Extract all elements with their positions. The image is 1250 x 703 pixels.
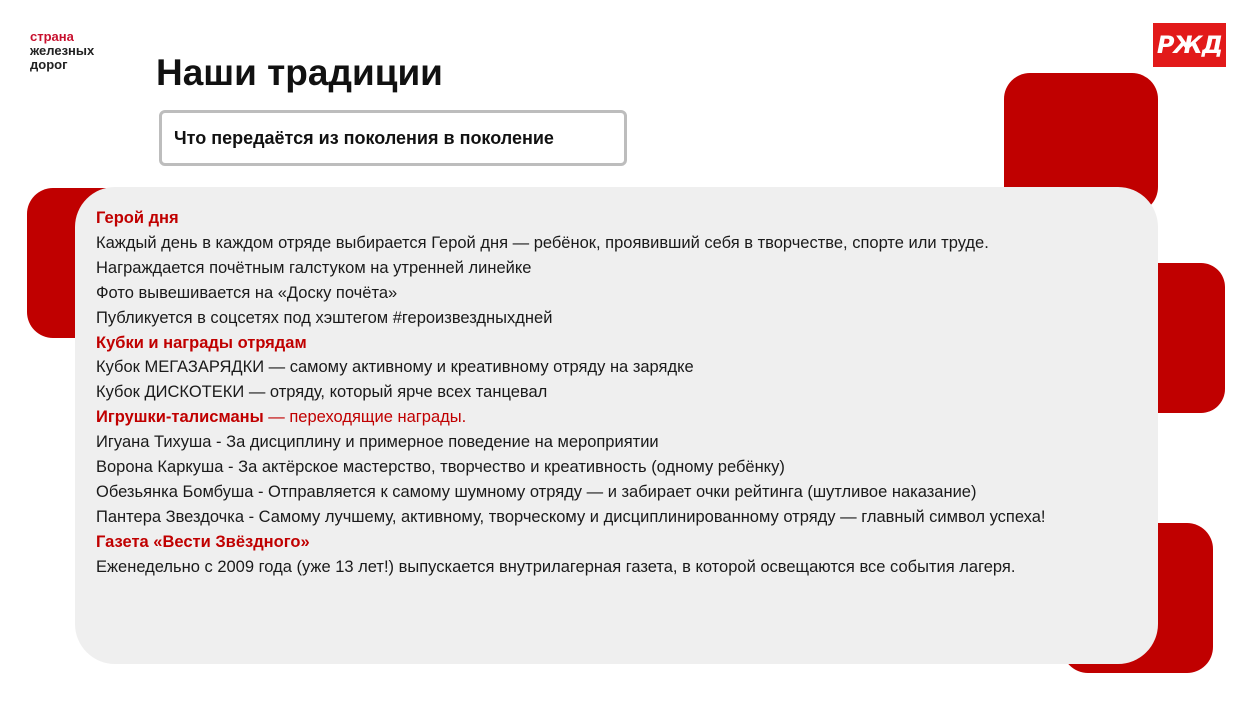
hero-line: Награждается почётным галстуком на утренней линейке xyxy=(96,258,532,277)
hero-line: Публикуется в соцсетях под хэштегом #героизвездныхдней xyxy=(96,308,553,327)
traditions-content xyxy=(96,206,1136,580)
toys-line: Пантера Звездочка - Самому лучшему, активному, творческому и дисциплинированному отряду — главный символ успеха! xyxy=(96,507,1046,526)
decor-red-block-right-mid xyxy=(1157,263,1225,413)
strana-zheleznykh-dorog-logo xyxy=(30,30,94,72)
section-heading-cups: Кубки и награды отрядам xyxy=(96,333,307,352)
hero-line: Каждый день в каждом отряде выбирается Герой дня — ребёнок, проявивший себя в творчестве, спорте или труде. xyxy=(96,233,989,252)
subtitle-box xyxy=(159,110,627,166)
page-title: Наши традиции xyxy=(156,52,443,93)
hero-line: Фото вывешивается на «Доску почёта» xyxy=(96,283,398,302)
rzd-logo: РЖД xyxy=(1153,23,1226,67)
toys-heading-suffix: — переходящие награды. xyxy=(263,408,467,427)
logo-line-3: дорог xyxy=(30,57,68,72)
section-heading-toys-row xyxy=(96,405,1136,430)
section-heading-toys: Игрушки-талисманы xyxy=(96,408,264,427)
cups-line: Кубок МЕГАЗАРЯДКИ — самому активному и креативному отряду на зарядке xyxy=(96,358,694,377)
logo-line-2: железных xyxy=(30,43,95,58)
toys-line: Игуана Тихуша - За дисциплину и примерное поведение на мероприятии xyxy=(96,433,659,452)
newspaper-line: Еженедельно с 2009 года (уже 13 лет!) выпускается внутрилагерная газета, в которой освещаются все события лагеря. xyxy=(96,557,1016,576)
section-heading-newspaper: Газета «Вести Звёздного» xyxy=(96,532,310,551)
section-heading-hero: Герой дня xyxy=(96,209,179,227)
subtitle-text: Что передаётся из поколения в поколение xyxy=(174,127,554,148)
cups-line: Кубок ДИСКОТЕКИ — отряду, который ярче всех танцевал xyxy=(96,383,548,402)
toys-line: Обезьянка Бомбуша - Отправляется к самому шумному отряду — и забирает очки рейтинга (шутливое наказание) xyxy=(96,482,977,501)
toys-line: Ворона Каркуша - За актёрское мастерство, творчество и креативность (одному ребёнку) xyxy=(96,458,785,477)
logo-line-1: страна xyxy=(30,29,74,44)
